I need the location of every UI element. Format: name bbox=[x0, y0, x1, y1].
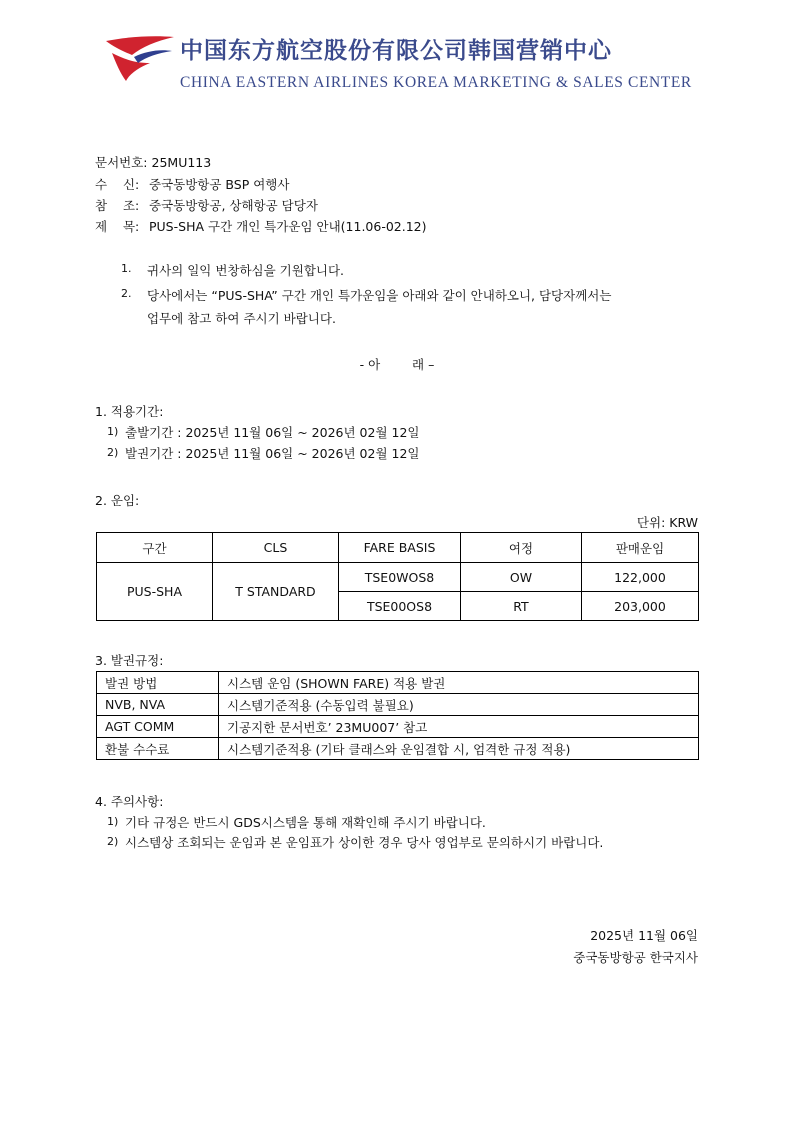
class-cell: T STANDARD bbox=[213, 563, 339, 621]
table-row bbox=[97, 563, 699, 592]
column-header: FARE BASIS bbox=[339, 533, 461, 563]
ticketing-rules-table bbox=[96, 671, 699, 760]
departure-period: 출발기간 : 2025년 11월 06일 ~ 2026년 02월 12일 bbox=[125, 425, 420, 440]
intro-num: 1. bbox=[121, 262, 132, 275]
intro-text-continued: 업무에 참고 하여 주시기 바랍니다. bbox=[147, 311, 336, 326]
route-cell: PUS-SHA bbox=[97, 563, 213, 621]
rule-key: AGT COMM bbox=[97, 716, 219, 738]
fare-basis-cell: TSE00OS8 bbox=[339, 592, 461, 621]
intro-text: 당사에서는 “PUS-SHA” 구간 개인 특가운임을 아래와 같이 안내하오니, 담당자께서는 bbox=[147, 288, 612, 303]
section-title-fare: 2. 운임: bbox=[95, 493, 140, 508]
section-title-ticketing-rules: 3. 발권규정: bbox=[95, 653, 164, 668]
company-title-english: CHINA EASTERN AIRLINES KOREA MARKETING & SALES CENTER bbox=[180, 74, 692, 91]
rule-value: 시스템기준적용 (수동입력 불필요) bbox=[219, 694, 699, 716]
rule-value: 기공지한 문서번호’ 23MU007’ 참고 bbox=[219, 716, 699, 738]
fare-basis-cell: TSE0WOS8 bbox=[339, 563, 461, 592]
currency-unit: 단위: KRW bbox=[636, 515, 698, 530]
fare-amount-cell: 203,000 bbox=[582, 592, 699, 621]
issue-date: 2025년 11월 06일 bbox=[590, 928, 698, 943]
rule-value: 시스템 운임 (SHOWN FARE) 적용 발권 bbox=[219, 672, 699, 694]
list-num: 1) bbox=[107, 425, 119, 438]
table-header-row bbox=[97, 533, 699, 563]
meta-value: 25MU113 bbox=[151, 155, 212, 170]
rule-key: 발권 방법 bbox=[97, 672, 219, 694]
intro-num: 2. bbox=[121, 287, 132, 300]
company-title-chinese: 中国东方航空股份有限公司韩国营销中心 bbox=[180, 37, 612, 64]
table-row bbox=[97, 738, 699, 760]
section-title-notes: 4. 주의사항: bbox=[95, 794, 164, 809]
table-row bbox=[97, 694, 699, 716]
below-heading: - 아 래 – bbox=[359, 357, 435, 372]
fare-table bbox=[96, 532, 699, 621]
list-num: 2) bbox=[107, 835, 119, 848]
ticketing-period: 발권기간 : 2025년 11월 06일 ~ 2026년 02월 12일 bbox=[125, 446, 420, 461]
meta-value: 중국동방항공, 상해항공 담당자 bbox=[149, 198, 318, 213]
meta-label: 참 조: bbox=[95, 198, 140, 213]
meta-value: 중국동방항공 BSP 여행사 bbox=[149, 177, 290, 192]
recipient-row bbox=[95, 175, 289, 193]
doc-number-row bbox=[95, 153, 211, 171]
table-row bbox=[97, 672, 699, 694]
list-num: 2) bbox=[107, 446, 119, 459]
section-title-period: 1. 적용기간: bbox=[95, 404, 164, 419]
meta-label: 제 목: bbox=[95, 219, 140, 234]
reference-row bbox=[95, 196, 318, 214]
issuer-name: 중국동방항공 한국지사 bbox=[573, 950, 698, 965]
note-text: 기타 규정은 반드시 GDS시스템을 통해 재확인해 주시기 바랍니다. bbox=[125, 815, 486, 830]
column-header: 구간 bbox=[97, 533, 213, 563]
intro-text: 귀사의 일익 번창하심을 기원합니다. bbox=[147, 263, 345, 278]
trip-type-cell: OW bbox=[461, 563, 582, 592]
swallow-logo-icon bbox=[104, 33, 176, 85]
note-text: 시스템상 조회되는 운임과 본 운임표가 상이한 경우 당사 영업부로 문의하시기 바랍니다. bbox=[125, 835, 604, 850]
table-row bbox=[97, 716, 699, 738]
rule-key: NVB, NVA bbox=[97, 694, 219, 716]
meta-label: 문서번호: bbox=[95, 155, 148, 170]
column-header: 판매운임 bbox=[582, 533, 699, 563]
fare-amount-cell: 122,000 bbox=[582, 563, 699, 592]
meta-label: 수 신: bbox=[95, 177, 140, 192]
column-header: 여정 bbox=[461, 533, 582, 563]
rule-value: 시스템기준적용 (기타 클래스와 운임결합 시, 엄격한 규정 적용) bbox=[219, 738, 699, 760]
meta-value: PUS-SHA 구간 개인 특가운임 안내(11.06-02.12) bbox=[149, 219, 427, 234]
subject-row bbox=[95, 217, 427, 235]
list-num: 1) bbox=[107, 815, 119, 828]
trip-type-cell: RT bbox=[461, 592, 582, 621]
column-header: CLS bbox=[213, 533, 339, 563]
rule-key: 환불 수수료 bbox=[97, 738, 219, 760]
